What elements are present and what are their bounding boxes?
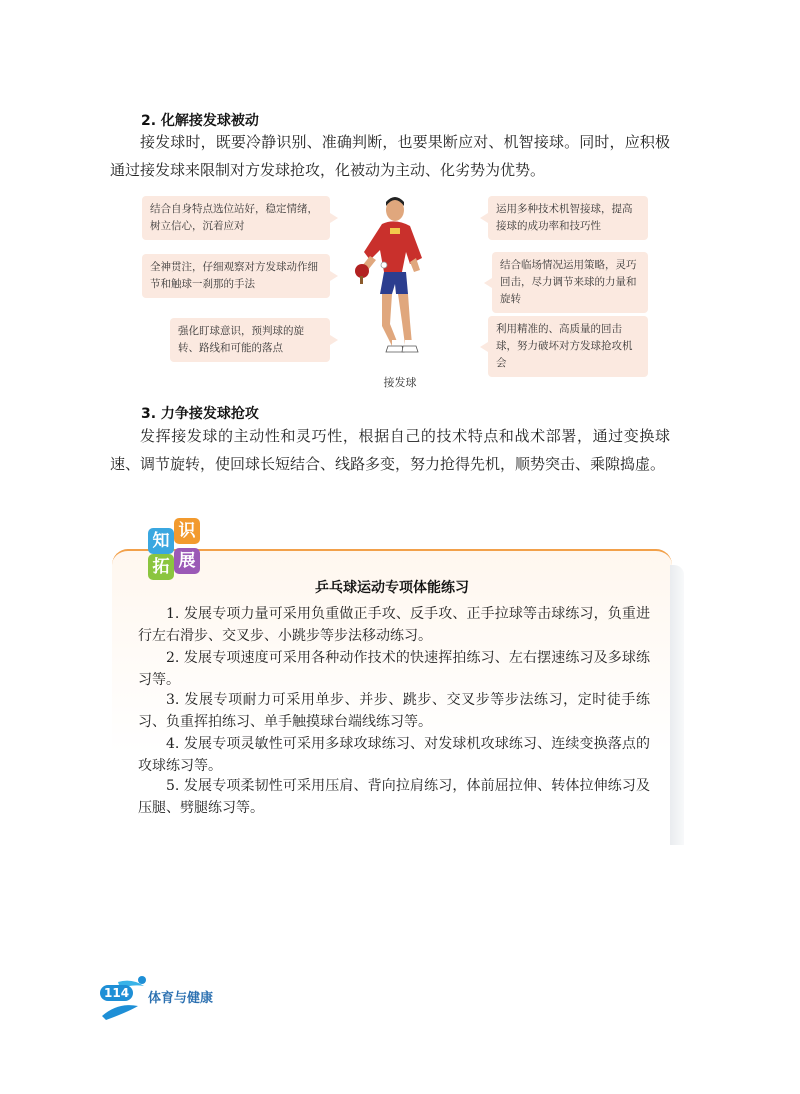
- bubble-right-3: 利用精准的、高质量的回击球，努力破坏对方发球抢攻机会: [488, 316, 648, 377]
- badge-char-2: 识: [174, 518, 200, 544]
- badge-char-1: 知: [148, 528, 174, 554]
- badge-char-4: 展: [174, 548, 200, 574]
- badge-char-3: 拓: [148, 554, 174, 580]
- section-2-title: 2. 化解接发球被动: [141, 113, 259, 129]
- extension-item-4: 4. 发展专项灵敏性可采用多球攻球练习、对发球机攻球练习、连续变换落点的攻球练习等。: [138, 736, 650, 774]
- section-3-paragraph: 发挥接发球的主动性和灵巧性，根据自己的技术特点和战术部署，通过变换球速、调节旋转，使回球长短结合、线路多变，努力抢得先机，顺势突击、乘隙捣虚。: [110, 427, 670, 473]
- section-3-title: 3. 力争接发球抢攻: [141, 406, 259, 422]
- page-number: 114: [100, 985, 133, 1001]
- bubble-left-1: 结合自身特点选位站好，稳定情绪，树立信心，沉着应对: [142, 196, 330, 240]
- bubble-right-2: 结合临场情况运用策略，灵巧回击，尽力调节来球的力量和旋转: [492, 252, 648, 313]
- book-title: 体育与健康: [148, 991, 214, 1006]
- extension-item-2: 2. 发展专项速度可采用各种动作技术的快速挥拍练习、左右摆速练习及多球练习等。: [138, 650, 650, 688]
- section-2-paragraph: 接发球时，既要冷静识别、准确判断，也要果断应对、机智接球。同时，应积极通过接发球来限制对方发球抢攻，化被动为主动、化劣势为优势。: [110, 133, 670, 179]
- bubble-left-3: 强化盯球意识，预判球的旋转、路线和可能的落点: [170, 318, 330, 362]
- knowledge-extension-title: 乒乓球运动专项体能练习: [315, 580, 469, 596]
- figure-caption: 接发球: [383, 376, 417, 389]
- extension-item-5: 5. 发展专项柔韧性可采用压肩、背向拉肩练习，体前屈拉伸、转体拉伸练习及压腿、劈腿练习等。: [138, 778, 650, 816]
- extension-item-3: 3. 发展专项耐力可采用单步、并步、跳步、交叉步等步法练习，定时徒手练习、负重挥拍练习、单手触摸球台端线练习等。: [138, 692, 650, 730]
- bubble-right-1: 运用多种技术机智接球，提高接球的成功率和技巧性: [488, 196, 648, 240]
- bubble-left-2: 全神贯注，仔细观察对方发球动作细节和触球一刹那的手法: [142, 254, 330, 298]
- player-illustration: [350, 194, 450, 364]
- extension-item-1: 1. 发展专项力量可采用负重做正手攻、反手攻、正手拉球等击球练习，负重进行左右滑步、交叉步、小跳步等步法移动练习。: [138, 606, 650, 644]
